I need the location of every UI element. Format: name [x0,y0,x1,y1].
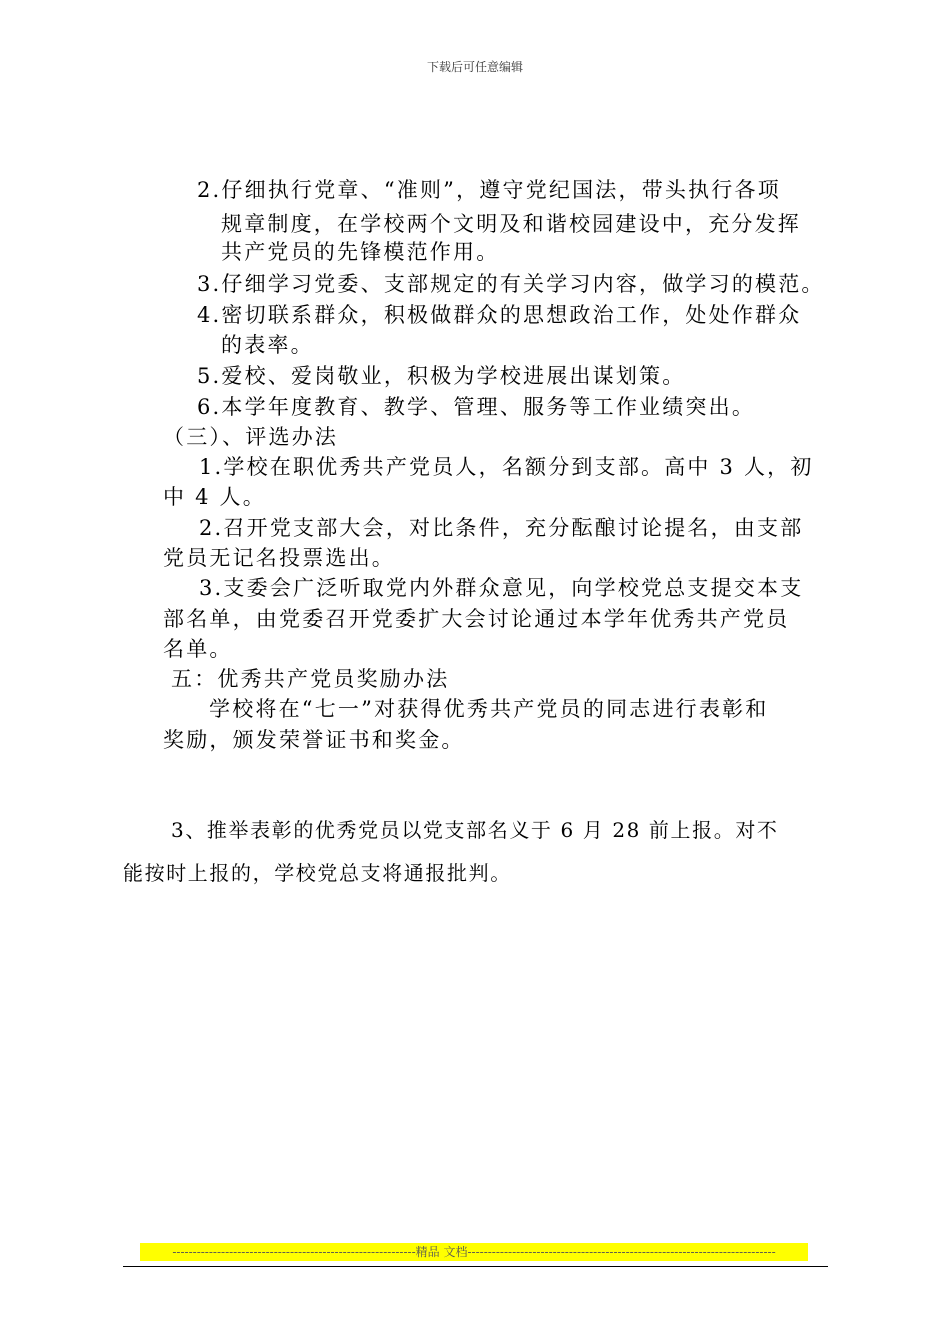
text-line: 1.学校在职优秀共产党员人，名额分到支部。高中 3 人，初 [199,455,814,479]
text-line: 6.本学年度教育、教学、管理、服务等工作业绩突出。 [197,395,756,419]
text-line: 2.召开党支部大会，对比条件，充分酝酿讨论提名，由支部 [199,516,804,540]
text-line: 5.爱校、爱岗敬业，积极为学校进展出谋划策。 [197,364,686,388]
text-line: 3、推举表彰的优秀党员以党支部名义于 6 月 28 前上报。对不 [171,818,779,842]
text-line: 名单。 [163,637,233,661]
footer-label: 精品 文档 [415,1245,468,1259]
text-line: 4.密切联系群众，积极做群众的思想政治工作，处处作群众 [197,303,802,327]
text-line: 部名单，由党委召开党委扩大会讨论通过本学年优秀共产党员 [163,607,790,631]
text-line: 党员无记名投票选出。 [163,546,395,570]
text-line: 中 4 人。 [163,485,266,509]
footer-rule [123,1266,828,1267]
text-line: 3.支委会广泛听取党内外群众意见，向学校党总支提交本支 [199,576,804,600]
text-line: 能按时上报的，学校党总支将通报批判。 [123,861,512,885]
text-line: 奖励，颁发荣誉证书和奖金。 [163,728,465,752]
text-line: 共产党员的先锋模范作用。 [221,240,500,264]
page-header: 下载后可任意编辑 [426,60,523,74]
footer-dashes-left: ------------------------------------------------------------ [172,1245,416,1259]
text-line: 3.仔细学习党委、支部规定的有关学习内容，做学习的模范。 [197,272,825,296]
text-line: 的表率。 [221,333,314,357]
footer-dashes-right: ---------------------------------------------------------------------------- [467,1245,776,1259]
footer-banner [140,1243,808,1261]
text-line: 规章制度，在学校两个文明及和谐校园建设中，充分发挥 [221,212,801,236]
section-heading: （三）、评选办法 [163,425,339,449]
text-line: 2.仔细执行党章、“准则”，遵守党纪国法，带头执行各项 [197,178,781,202]
section-heading: 五：优秀共产党员奖励办法 [171,667,450,691]
text-line: 学校将在“七一”对获得优秀共产党员的同志进行表彰和 [209,697,769,721]
